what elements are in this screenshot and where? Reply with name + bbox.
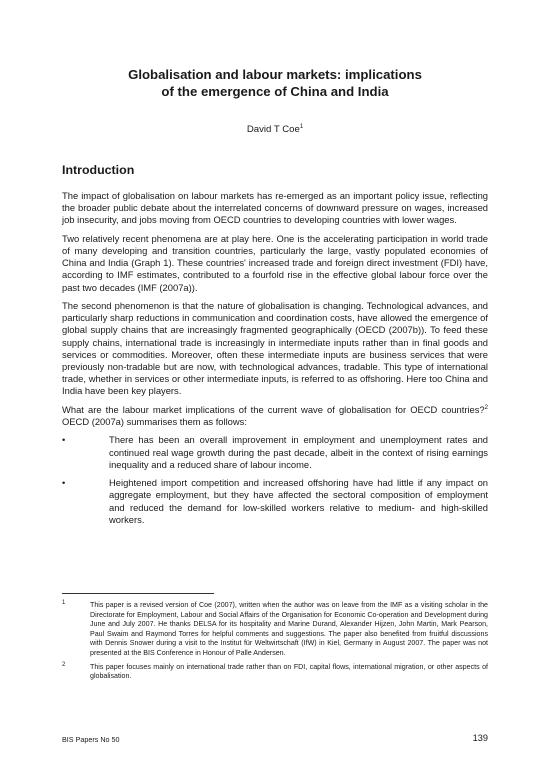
bullet-marker: •: [62, 434, 66, 446]
footnotes: [62, 601, 488, 686]
footnote-ref-2: 2: [484, 404, 488, 411]
bullet-text: There has been an overall improvement in employment and unemployment rates and continued real wage growth during the past decade, albeit in the context of rising earnings inequality and a reduced share of labour income.: [109, 434, 488, 470]
footer-publication: BIS Papers No 50: [62, 735, 120, 744]
body-text: [62, 190, 488, 532]
bullet-item: [62, 434, 488, 471]
paragraph-3: The second phenomenon is that the nature of globalisation is changing. Technological advances, and particularly sharp reductions in communication and coordination costs, have allowed the emergence of global supply chains that are increasingly fragmented geographically (OECD (2007b)). To feed these supply chains, international trade is increasingly in intermediate inputs rather than in final goods and services or commodities. Moreover, often these intermediate inputs are business services that were previously non-tradable but are now, with technological advances, tradable. This type of international trade, whether in services or other intermediate inputs, is referred to as offshoring. Here too China and India have been key players.: [62, 300, 488, 397]
footer-page-number: 139: [472, 733, 488, 743]
author-name: David T Coe: [246, 124, 300, 135]
footnote-number: 2: [62, 661, 66, 668]
footnote-2: [62, 663, 488, 682]
author-line: [0, 124, 550, 135]
footnote-number: 1: [62, 600, 66, 606]
footnote-text: This paper is a revised version of Coe (2007), written when the author was on leave from the IMF as a visiting scholar in the Directorate for Employment, Labour and Social Affairs of the Organisation for Economic Co-operation and Development during June and July 2007. He thanks DELSA for its hospitality and Marine Durand, Alexander Hijzen, John Martin, Mark Pearson, Paul Swaim and Raymond Torres for helpful comments and suggestions. The paper also benefited from fruitful discussions with Dennis Snower during a visit to the Institut für Weltwirtschaft (IfW) in Kiel, Germany in August 2007. The paper was not presented at the BIS Conference in Honour of Palle Andersen.: [90, 601, 488, 657]
paragraph-4-text: What are the labour market implications of the current wave of globalisation for OECD countries?: [62, 403, 485, 415]
bullet-text: Heightened import competition and increased offshoring have had little if any impact on aggregate employment, but they have affected the sectoral composition of employment and reduced the demand for low-skilled workers relative to medium- and high-skilled workers.: [109, 477, 488, 525]
paragraph-1: The impact of globalisation on labour markets has re-emerged as an important policy issue, reflecting the broader public debate about the interrelated concerns of downward pressure on wages, increased job insecurity, and jobs moving from OECD countries to developing countries with lower wages.: [62, 190, 488, 226]
bullet-marker: •: [62, 477, 66, 489]
footnote-divider: [62, 593, 214, 594]
title-line-1: Globalisation and labour markets: implications: [128, 67, 422, 82]
bullet-item: [62, 477, 488, 526]
author-footnote-ref: 1: [299, 123, 304, 130]
section-heading: Introduction: [62, 163, 135, 177]
paragraph-4: [62, 404, 488, 428]
paragraph-4-text-cont: OECD (2007a) summarises them as follows:: [62, 416, 247, 428]
document-title: [80, 66, 470, 100]
footnote-1: [62, 601, 488, 659]
footnote-text: This paper focuses mainly on international trade rather than on FDI, capital flows, international migration, or other aspects of globalisation.: [90, 662, 488, 681]
title-line-2: of the emergence of China and India: [161, 84, 389, 99]
paragraph-2: Two relatively recent phenomena are at play here. One is the accelerating participation in world trade of many developing and transition countries, particularly the large, vastly populated economies of China and India (Graph 1). These countries' increased trade and foreign direct investment (FDI) have, according to IMF estimates, contributed to a fourfold rise in the effective global labour force over the past two decades (IMF (2007a)).: [62, 232, 488, 293]
